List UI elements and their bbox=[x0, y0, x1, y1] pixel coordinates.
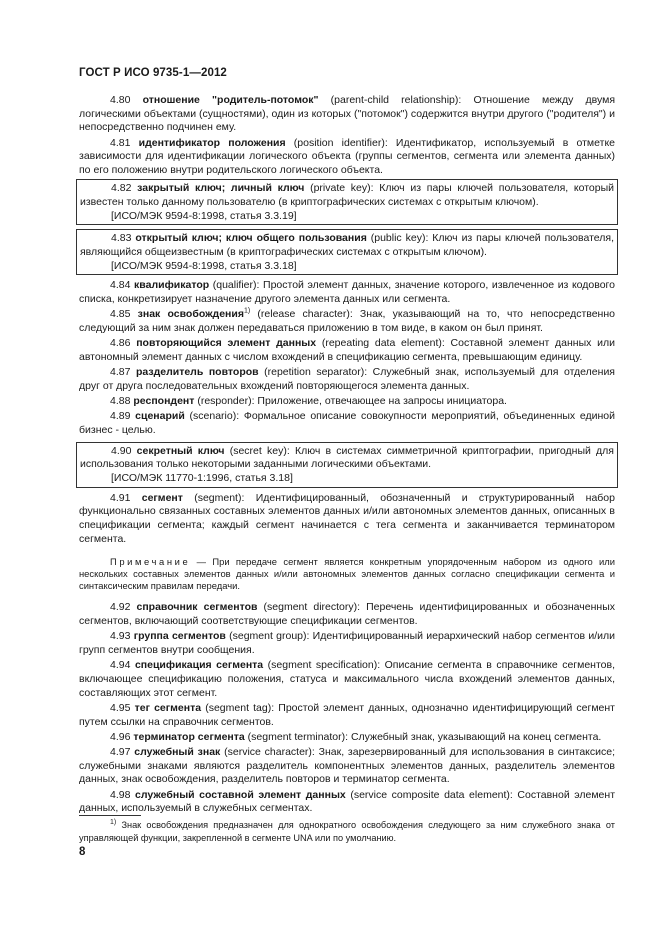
entry-definition: (segment terminator): Служебный знак, указывающий на конец сегмента. bbox=[244, 730, 602, 743]
entry-number: 4.87 bbox=[110, 366, 131, 379]
entry-reference: [ИСО/МЭК 9594-8:1998, статья 3.3.19] bbox=[111, 209, 297, 222]
note-label: Примечание bbox=[110, 555, 191, 567]
entry-term: отношение "родитель-потомок" bbox=[142, 94, 319, 106]
footnote-marker: 1) bbox=[110, 818, 117, 826]
entry-definition: (parent-child relationship): Отношение между двумя логическими объектами (сущностями), один из которых ("потомок") содержится внутри другого ("родителя") и непосредственно подчинен ему. bbox=[79, 94, 616, 134]
entry-term: сценарий bbox=[135, 410, 185, 423]
footnote bbox=[79, 819, 615, 844]
boxed-definition bbox=[76, 179, 618, 225]
definition-entry bbox=[79, 746, 615, 787]
footnote-divider bbox=[79, 815, 141, 816]
definition-entry bbox=[79, 789, 615, 816]
definition-entry bbox=[80, 182, 614, 209]
definition-entry bbox=[79, 410, 615, 437]
entry-number: 4.96 bbox=[110, 730, 131, 743]
entry-number: 4.84 bbox=[110, 279, 131, 292]
definition-entry bbox=[79, 659, 615, 700]
entry-term: повторяющийся элемент данных bbox=[136, 337, 317, 350]
entry-number: 4.91 bbox=[110, 491, 131, 504]
definition-entry bbox=[79, 630, 615, 657]
footnote-reference: 1) bbox=[243, 307, 251, 315]
note bbox=[79, 556, 615, 593]
entry-definition: (segment specification): Описание сегмента в справочнике сегментов, включающее спецификацию положения, статуса и максимального числа вхождений элементов данных, составляющих этот сегмент. bbox=[79, 659, 616, 699]
entry-reference: [ИСО/МЭК 11770-1:1996, статья 3.18] bbox=[111, 472, 293, 485]
entry-term: секретный ключ bbox=[136, 444, 225, 457]
definition-entry bbox=[79, 279, 615, 306]
definition-entry bbox=[79, 366, 615, 393]
boxed-definition bbox=[76, 442, 618, 488]
document-header: ГОСТ Р ИСО 9735-1—2012 bbox=[79, 67, 227, 79]
entry-definition: (scenario): Формальное описание совокупности мероприятий, объединенных единой бизнес - целью. bbox=[79, 410, 615, 436]
entry-definition: (service character): Знак, зарезервированный для использования в синтаксисе; служебными знаками являются разделитель компонентных элементов данных, разделитель элементов данных, знак освобождения, разделитель повторов и терминатор сегмента. bbox=[79, 746, 616, 786]
entry-number: 4.97 bbox=[110, 746, 131, 759]
entry-number: 4.95 bbox=[110, 701, 131, 714]
entry-number: 4.93 bbox=[110, 630, 131, 643]
entry-definition: (release character): Знак, указывающий на то, что непосредственно следующий за ним знак должен передаваться приложению в том виде, в каком он был принят. bbox=[79, 308, 615, 335]
definition-entry bbox=[80, 445, 614, 472]
entry-term: тег сегмента bbox=[134, 701, 202, 714]
entry-definition: (segment group): Идентифицированный иерархический набор сегментов и/или групп сегментов внутри сообщения. bbox=[79, 630, 616, 657]
entry-definition: (qualifier): Простой элемент данных, значение которого, извлеченное из кодового списка, конкретизирует назначение другого элемента данных или сегмента. bbox=[79, 279, 615, 306]
entry-definition: (repetition separator): Служебный знак, используемый для отделения друг от друга последовательных вхождений повторяющегося элемента данных. bbox=[79, 366, 615, 392]
document-body bbox=[79, 94, 615, 818]
entry-definition: (service composite data element): Составной элемент данных, используемый в служебных сегментах. bbox=[79, 788, 615, 815]
entry-number: 4.82 bbox=[111, 182, 132, 195]
entry-definition: (segment tag): Простой элемент данных, однозначно идентифицирующий сегмент путем ссылки на справочник сегментов. bbox=[79, 701, 615, 728]
entry-definition: (private key): Ключ из пары ключей пользователя, который известен только данному пользователю (в криптографических системах с открытым ключом). bbox=[80, 182, 614, 208]
definition-entry bbox=[79, 395, 615, 409]
entry-number: 4.86 bbox=[110, 337, 131, 350]
entry-term: открытый ключ; ключ общего пользования bbox=[135, 232, 367, 245]
entry-definition: (responder): Приложение, отвечающее на запросы инициатора. bbox=[194, 395, 507, 408]
entry-term: знак освобождения bbox=[137, 308, 244, 321]
entry-term: респондент bbox=[133, 395, 195, 408]
definition-entry bbox=[79, 94, 615, 135]
entry-number: 4.92 bbox=[110, 601, 131, 614]
entry-number: 4.98 bbox=[110, 788, 131, 801]
boxed-definition bbox=[76, 229, 618, 275]
note-text: — При передаче сегмент является конкретным упорядоченным набором из одного или нескольких составных элементов данных и/или автономных элементов данных согласно спецификации сегмента и синтаксическим правилам передачи. bbox=[79, 555, 615, 592]
entry-number: 4.80 bbox=[110, 94, 131, 106]
entry-definition: (segment): Идентифицированный, обозначенный и структурированный набор функционально связанных составных элементов данных и/или автономных элементов данных, описанных в спецификации сегмента; каждый сегмент начинается с тега сегмента и заканчивается терминатором сегмента. bbox=[79, 491, 615, 545]
entry-number: 4.81 bbox=[110, 136, 131, 149]
definition-entry bbox=[79, 308, 615, 335]
entry-term: справочник сегментов bbox=[136, 601, 258, 614]
entry-number: 4.83 bbox=[111, 232, 132, 245]
entry-definition: (secret key): Ключ в системах симметричной криптографии, пригодный для использования только некоторыми заданными логическими объектами. bbox=[80, 444, 614, 471]
entry-reference: [ИСО/МЭК 9594-8:1998, статья 3.3.18] bbox=[111, 259, 297, 272]
entry-term: терминатор сегмента bbox=[133, 730, 245, 743]
definition-entry bbox=[79, 702, 615, 729]
entry-number: 4.85 bbox=[110, 308, 131, 321]
entry-definition: (segment directory): Перечень идентифицированных и обозначенных сегментов, включающий соответствующие спецификации сегментов. bbox=[79, 601, 615, 628]
entry-term: идентификатор положения bbox=[138, 136, 286, 149]
entry-definition: (repeating data element): Составной элемент данных или автономный элемент данных с числом вхождений в спецификацию сегмента, превышающим единицу. bbox=[79, 337, 615, 363]
entry-term: служебный составной элемент данных bbox=[135, 788, 346, 801]
page-number: 8 bbox=[79, 846, 86, 858]
definition-entry bbox=[79, 731, 615, 745]
definition-entry bbox=[80, 232, 614, 259]
entry-term: спецификация сегмента bbox=[134, 659, 264, 672]
entry-term: разделитель повторов bbox=[135, 366, 259, 379]
entry-definition: (public key): Ключ из пары ключей пользователя, являющийся общеизвестным (в криптографических системах с открытым ключом). bbox=[80, 232, 615, 259]
entry-number: 4.88 bbox=[110, 395, 131, 408]
footnote-text: Знак освобождения предназначен для однократного освобождения следующего за ним служебного знака от управляющей функции, закрепленной в сегменте UNA или по умолчанию. bbox=[79, 820, 615, 843]
entry-number: 4.89 bbox=[110, 410, 131, 423]
definition-entry bbox=[79, 601, 615, 628]
definition-entry bbox=[79, 492, 615, 547]
entry-term: закрытый ключ; личный ключ bbox=[137, 182, 305, 195]
entry-definition: (position identifier): Идентификатор, используемый в отметке зависимости для идентификации логического объекта (группы сегментов, сегмента или элемента данных) по его положению внутри родительского логического объекта. bbox=[79, 136, 615, 177]
entry-term: служебный знак bbox=[134, 746, 221, 759]
entry-number: 4.90 bbox=[111, 444, 132, 457]
entry-term: группа сегментов bbox=[133, 630, 226, 643]
definition-entry bbox=[79, 337, 615, 364]
definition-entry bbox=[79, 137, 615, 178]
entry-number: 4.94 bbox=[110, 659, 131, 672]
entry-term: квалификатор bbox=[134, 279, 210, 292]
entry-term: сегмент bbox=[141, 491, 183, 504]
